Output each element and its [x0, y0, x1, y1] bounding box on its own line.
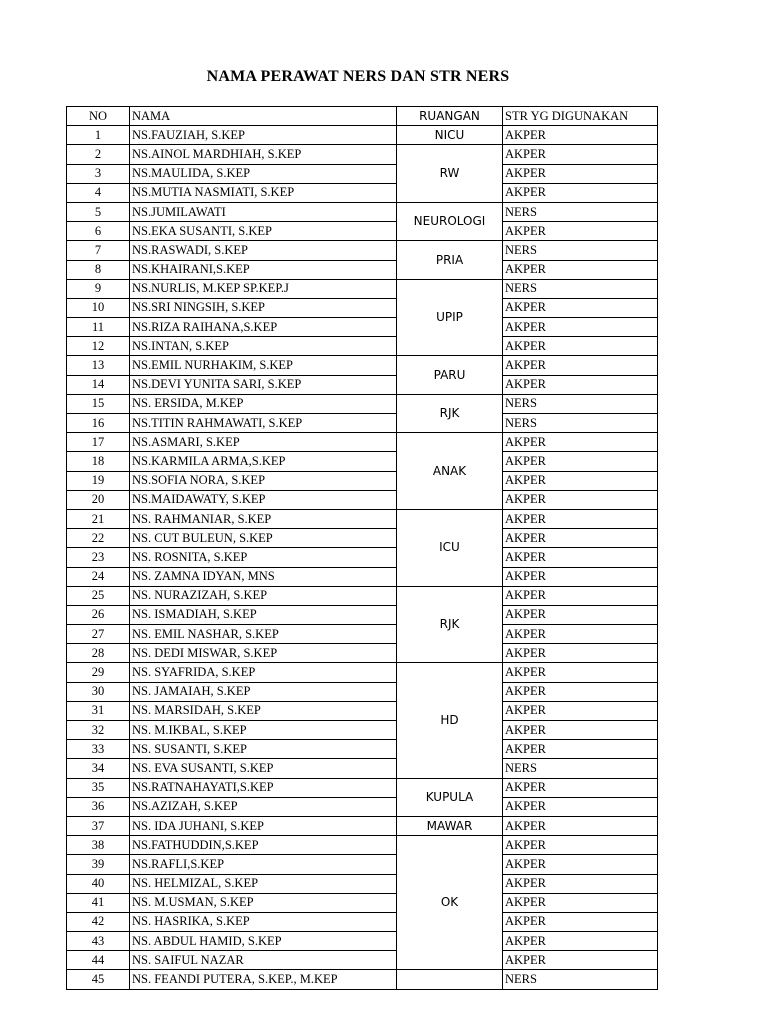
cell-str: AKPER — [503, 318, 658, 337]
cell-ruangan: RW — [397, 145, 503, 203]
cell-nama: NS.INTAN, S.KEP — [130, 337, 397, 356]
cell-ruangan: OK — [397, 836, 503, 970]
cell-str: AKPER — [503, 567, 658, 586]
table-row — [67, 644, 658, 663]
cell-str: AKPER — [503, 836, 658, 855]
cell-str: AKPER — [503, 721, 658, 740]
cell-no: 27 — [67, 625, 130, 644]
cell-no: 11 — [67, 318, 130, 337]
cell-str: AKPER — [503, 145, 658, 164]
header-ruangan: RUANGAN — [397, 107, 503, 126]
cell-no: 37 — [67, 816, 130, 835]
cell-no: 36 — [67, 797, 130, 816]
cell-nama: NS.MAULIDA, S.KEP — [130, 164, 397, 183]
cell-nama: NS. MARSIDAH, S.KEP — [130, 701, 397, 720]
cell-nama: NS.KARMILA ARMA,S.KEP — [130, 452, 397, 471]
cell-str: AKPER — [503, 951, 658, 970]
cell-str: AKPER — [503, 682, 658, 701]
table-row — [67, 164, 658, 183]
cell-nama: NS.MAIDAWATY, S.KEP — [130, 490, 397, 509]
cell-nama: NS.RATNAHAYATI,S.KEP — [130, 778, 397, 797]
table-row — [67, 797, 658, 816]
cell-str: AKPER — [503, 701, 658, 720]
cell-nama: NS.RASWADI, S.KEP — [130, 241, 397, 260]
cell-no: 6 — [67, 222, 130, 241]
cell-nama: NS. ISMADIAH, S.KEP — [130, 605, 397, 624]
cell-no: 21 — [67, 509, 130, 528]
table-row — [67, 816, 658, 835]
cell-nama: NS.EKA SUSANTI, S.KEP — [130, 222, 397, 241]
table-row — [67, 567, 658, 586]
cell-no: 25 — [67, 586, 130, 605]
cell-str: AKPER — [503, 164, 658, 183]
table-row — [67, 759, 658, 778]
table-row — [67, 433, 658, 452]
table-row — [67, 740, 658, 759]
table-row — [67, 356, 658, 375]
table-row — [67, 375, 658, 394]
table-row — [67, 414, 658, 433]
cell-str: AKPER — [503, 625, 658, 644]
cell-nama: NS.NURLIS, M.KEP SP.KEP.J — [130, 279, 397, 298]
cell-nama: NS. M.USMAN, S.KEP — [130, 893, 397, 912]
cell-nama: NS.ASMARI, S.KEP — [130, 433, 397, 452]
cell-str: AKPER — [503, 356, 658, 375]
cell-nama: NS.DEVI YUNITA SARI, S.KEP — [130, 375, 397, 394]
cell-str: AKPER — [503, 855, 658, 874]
cell-no: 4 — [67, 183, 130, 202]
table-row — [67, 874, 658, 893]
cell-no: 23 — [67, 548, 130, 567]
cell-ruangan: UPIP — [397, 279, 503, 356]
table-row — [67, 893, 658, 912]
table-row — [67, 260, 658, 279]
cell-no: 29 — [67, 663, 130, 682]
table-row — [67, 471, 658, 490]
cell-no: 31 — [67, 701, 130, 720]
cell-str: AKPER — [503, 816, 658, 835]
table-row — [67, 509, 658, 528]
cell-nama: NS. DEDI MISWAR, S.KEP — [130, 644, 397, 663]
table-row — [67, 145, 658, 164]
cell-str: AKPER — [503, 490, 658, 509]
cell-no: 13 — [67, 356, 130, 375]
cell-str: AKPER — [503, 586, 658, 605]
cell-str: AKPER — [503, 548, 658, 567]
cell-nama: NS. NURAZIZAH, S.KEP — [130, 586, 397, 605]
cell-str: AKPER — [503, 222, 658, 241]
cell-str: AKPER — [503, 337, 658, 356]
cell-ruangan: HD — [397, 663, 503, 778]
table-row — [67, 721, 658, 740]
cell-no: 12 — [67, 337, 130, 356]
cell-ruangan: PARU — [397, 356, 503, 394]
table-row — [67, 126, 658, 145]
cell-no: 10 — [67, 298, 130, 317]
cell-no: 33 — [67, 740, 130, 759]
cell-no: 2 — [67, 145, 130, 164]
table-row — [67, 663, 658, 682]
cell-no: 1 — [67, 126, 130, 145]
cell-nama: NS. ROSNITA, S.KEP — [130, 548, 397, 567]
cell-str: AKPER — [503, 126, 658, 145]
table-row — [67, 490, 658, 509]
cell-ruangan: NICU — [397, 126, 503, 145]
page-title: NAMA PERAWAT NERS DAN STR NERS — [206, 68, 510, 85]
cell-nama: NS.RIZA RAIHANA,S.KEP — [130, 318, 397, 337]
cell-str: AKPER — [503, 529, 658, 548]
cell-no: 42 — [67, 912, 130, 931]
cell-nama: NS.AINOL MARDHIAH, S.KEP — [130, 145, 397, 164]
cell-str: AKPER — [503, 183, 658, 202]
table-row — [67, 183, 658, 202]
cell-no: 24 — [67, 567, 130, 586]
table-row — [67, 529, 658, 548]
table-row — [67, 605, 658, 624]
header-str: STR YG DIGUNAKAN — [503, 107, 658, 126]
cell-no: 32 — [67, 721, 130, 740]
cell-no: 17 — [67, 433, 130, 452]
cell-nama: NS. SYAFRIDA, S.KEP — [130, 663, 397, 682]
cell-no: 14 — [67, 375, 130, 394]
nurse-table — [66, 106, 658, 990]
cell-no: 9 — [67, 279, 130, 298]
table-row — [67, 970, 658, 989]
cell-no: 40 — [67, 874, 130, 893]
table-row — [67, 836, 658, 855]
cell-ruangan: ICU — [397, 509, 503, 586]
table-row — [67, 318, 658, 337]
cell-nama: NS. RAHMANIAR, S.KEP — [130, 509, 397, 528]
cell-str: AKPER — [503, 605, 658, 624]
cell-str: AKPER — [503, 663, 658, 682]
cell-no: 19 — [67, 471, 130, 490]
cell-str: NERS — [503, 202, 658, 221]
cell-no: 8 — [67, 260, 130, 279]
table-row — [67, 548, 658, 567]
cell-ruangan: MAWAR — [397, 816, 503, 835]
cell-str: AKPER — [503, 260, 658, 279]
cell-no: 39 — [67, 855, 130, 874]
cell-str: AKPER — [503, 893, 658, 912]
cell-nama: NS. FEANDI PUTERA, S.KEP., M.KEP — [130, 970, 397, 989]
table-row — [67, 298, 658, 317]
cell-str: AKPER — [503, 433, 658, 452]
cell-nama: NS.RAFLI,S.KEP — [130, 855, 397, 874]
table-row — [67, 279, 658, 298]
cell-no: 15 — [67, 394, 130, 413]
cell-str: NERS — [503, 241, 658, 260]
cell-nama: NS. IDA JUHANI, S.KEP — [130, 816, 397, 835]
cell-ruangan: PRIA — [397, 241, 503, 279]
cell-nama: NS.EMIL NURHAKIM, S.KEP — [130, 356, 397, 375]
cell-str: AKPER — [503, 912, 658, 931]
cell-no: 34 — [67, 759, 130, 778]
header-no: NO — [67, 107, 130, 126]
cell-str: AKPER — [503, 298, 658, 317]
cell-nama: NS. EVA SUSANTI, S.KEP — [130, 759, 397, 778]
cell-nama: NS. JAMAIAH, S.KEP — [130, 682, 397, 701]
table-row — [67, 586, 658, 605]
cell-no: 30 — [67, 682, 130, 701]
cell-no: 38 — [67, 836, 130, 855]
table-row — [67, 912, 658, 931]
cell-str: AKPER — [503, 740, 658, 759]
cell-str: AKPER — [503, 797, 658, 816]
cell-nama: NS. SUSANTI, S.KEP — [130, 740, 397, 759]
cell-no: 44 — [67, 951, 130, 970]
cell-str: NERS — [503, 279, 658, 298]
cell-no: 18 — [67, 452, 130, 471]
cell-nama: NS. ABDUL HAMID, S.KEP — [130, 932, 397, 951]
cell-str: AKPER — [503, 932, 658, 951]
table-row — [67, 701, 658, 720]
cell-no: 43 — [67, 932, 130, 951]
cell-nama: NS. SAIFUL NAZAR — [130, 951, 397, 970]
cell-str: NERS — [503, 394, 658, 413]
cell-no: 22 — [67, 529, 130, 548]
cell-str: AKPER — [503, 874, 658, 893]
cell-no: 3 — [67, 164, 130, 183]
cell-nama: NS.AZIZAH, S.KEP — [130, 797, 397, 816]
cell-nama: NS.FAUZIAH, S.KEP — [130, 126, 397, 145]
cell-nama: NS.JUMILAWATI — [130, 202, 397, 221]
cell-nama: NS.SOFIA NORA, S.KEP — [130, 471, 397, 490]
cell-nama: NS.MUTIA NASMIATI, S.KEP — [130, 183, 397, 202]
cell-ruangan: KUPULA — [397, 778, 503, 816]
table-row — [67, 855, 658, 874]
cell-nama: NS.SRI NINGSIH, S.KEP — [130, 298, 397, 317]
table-row — [67, 951, 658, 970]
cell-str: AKPER — [503, 778, 658, 797]
cell-nama: NS.KHAIRANI,S.KEP — [130, 260, 397, 279]
cell-ruangan — [397, 970, 503, 989]
cell-nama: NS. ZAMNA IDYAN, MNS — [130, 567, 397, 586]
header-nama: NAMA — [130, 107, 397, 126]
table-row — [67, 452, 658, 471]
cell-no: 7 — [67, 241, 130, 260]
cell-str: AKPER — [503, 452, 658, 471]
cell-no: 16 — [67, 414, 130, 433]
cell-str: AKPER — [503, 509, 658, 528]
table-body — [67, 126, 658, 989]
cell-nama: NS. M.IKBAL, S.KEP — [130, 721, 397, 740]
cell-nama: NS.FATHUDDIN,S.KEP — [130, 836, 397, 855]
cell-nama: NS. HELMIZAL, S.KEP — [130, 874, 397, 893]
table-row — [67, 241, 658, 260]
table-row — [67, 394, 658, 413]
table-row — [67, 778, 658, 797]
cell-nama: NS.TITIN RAHMAWATI, S.KEP — [130, 414, 397, 433]
table-row — [67, 932, 658, 951]
table-row — [67, 337, 658, 356]
cell-no: 26 — [67, 605, 130, 624]
cell-no: 28 — [67, 644, 130, 663]
cell-str: AKPER — [503, 375, 658, 394]
cell-nama: NS. CUT BULEUN, S.KEP — [130, 529, 397, 548]
cell-str: AKPER — [503, 644, 658, 663]
table-row — [67, 202, 658, 221]
cell-no: 5 — [67, 202, 130, 221]
cell-str: NERS — [503, 970, 658, 989]
cell-nama: NS. ERSIDA, M.KEP — [130, 394, 397, 413]
cell-no: 20 — [67, 490, 130, 509]
table-row — [67, 222, 658, 241]
cell-ruangan: ANAK — [397, 433, 503, 510]
cell-str: AKPER — [503, 471, 658, 490]
header-row — [67, 107, 658, 126]
cell-no: 45 — [67, 970, 130, 989]
table-row — [67, 625, 658, 644]
cell-str: NERS — [503, 414, 658, 433]
cell-ruangan: RJK — [397, 394, 503, 432]
cell-ruangan: RJK — [397, 586, 503, 663]
table-row — [67, 682, 658, 701]
cell-ruangan: NEUROLOGI — [397, 202, 503, 240]
cell-str: NERS — [503, 759, 658, 778]
cell-nama: NS. HASRIKA, S.KEP — [130, 912, 397, 931]
cell-no: 35 — [67, 778, 130, 797]
cell-no: 41 — [67, 893, 130, 912]
cell-nama: NS. EMIL NASHAR, S.KEP — [130, 625, 397, 644]
